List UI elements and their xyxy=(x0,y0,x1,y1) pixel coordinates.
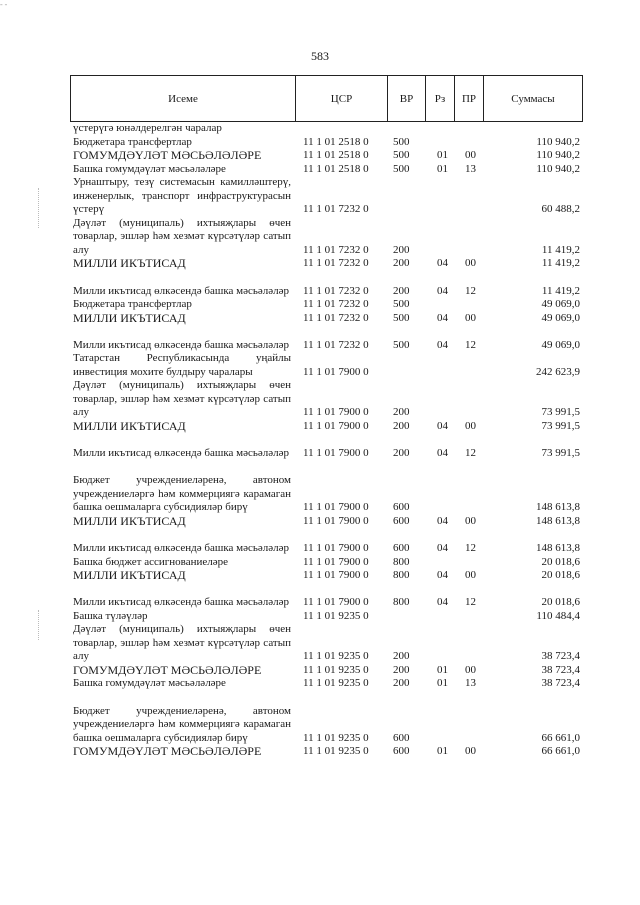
row-rz-code: 01 xyxy=(437,162,448,175)
row-rz-code xyxy=(425,610,454,624)
row-rz-code xyxy=(425,298,454,312)
column-header-pr: ПР xyxy=(455,76,484,122)
table-row xyxy=(70,745,582,759)
scan-margin-mark xyxy=(38,188,39,228)
row-csr-code: 11 1 01 2518 0 xyxy=(303,162,369,175)
row-pr-code xyxy=(454,556,483,570)
row-name: Бюджет учреждениеләренә, автоном учреждениеләргә һәм коммерциягә карамаган башка оешмаларга субсидияләр бирү xyxy=(73,704,291,744)
row-sum: 242 623,9 xyxy=(536,365,580,378)
row-csr-code: 11 1 01 7232 0 xyxy=(303,338,369,351)
row-csr-code: 11 1 01 7900 0 xyxy=(303,596,369,609)
row-pr-code: 00 xyxy=(465,569,476,582)
row-csr-code: 11 1 01 7232 0 xyxy=(303,203,369,216)
row-pr-code xyxy=(454,623,483,664)
row-rz-code xyxy=(425,136,454,150)
row-sum: 73 991,5 xyxy=(541,420,580,433)
table-row xyxy=(70,610,582,624)
budget-table xyxy=(70,122,582,759)
row-rz-code xyxy=(425,379,454,420)
table-row xyxy=(70,556,582,570)
row-sum: 73 991,5 xyxy=(541,406,580,419)
row-pr-code xyxy=(454,691,483,745)
row-sum: 110 940,2 xyxy=(536,135,580,148)
row-vr-code: 200 xyxy=(393,650,410,663)
row-sum: 11 419,2 xyxy=(541,243,580,256)
row-sum: 73 991,5 xyxy=(541,447,580,460)
budget-table-body xyxy=(70,122,582,759)
row-csr-code: 11 1 01 9235 0 xyxy=(303,609,369,622)
row-sum: 11 419,2 xyxy=(541,284,580,297)
row-name: ГОМУМДӘҮЛӘТ МӘСЬӘЛӘЛӘРЕ xyxy=(73,148,262,163)
row-csr-code: 11 1 01 9235 0 xyxy=(303,650,369,663)
row-pr-code: 12 xyxy=(465,338,476,351)
row-csr-code: 11 1 01 7900 0 xyxy=(303,365,369,378)
row-vr-code: 200 xyxy=(393,420,410,433)
row-vr-code: 500 xyxy=(393,298,410,311)
row-vr-code: 500 xyxy=(393,338,410,351)
row-sum: 148 613,8 xyxy=(536,501,580,514)
row-rz-code xyxy=(425,176,454,217)
row-rz-code: 04 xyxy=(437,596,448,609)
page-number: 583 xyxy=(311,49,329,63)
table-row xyxy=(70,352,582,379)
row-name: Башка түләүләр xyxy=(73,609,148,622)
row-rz-code: 04 xyxy=(437,420,448,433)
row-vr-code: 500 xyxy=(393,135,410,148)
row-name: МИЛЛИ ИКЪТИСАД xyxy=(73,419,186,434)
row-vr-code: 500 xyxy=(393,162,410,175)
row-rz-code: 01 xyxy=(437,677,448,690)
row-vr-code xyxy=(387,122,425,136)
table-row xyxy=(70,163,582,177)
row-name: Башка гомумдәүләт мәсьәләләре xyxy=(73,162,226,175)
row-pr-code: 13 xyxy=(465,162,476,175)
row-sum xyxy=(483,122,582,136)
row-rz-code xyxy=(425,217,454,258)
row-rz-code xyxy=(425,556,454,570)
table-row xyxy=(70,257,582,271)
row-vr-code xyxy=(387,176,425,217)
row-rz-code xyxy=(425,623,454,664)
row-name: Башка гомумдәүләт мәсьәләләре xyxy=(73,677,226,690)
row-vr-code: 600 xyxy=(393,731,410,744)
row-name: Милли икътисад өлкәсендә башка мәсьәләләр xyxy=(73,541,289,554)
row-sum: 49 069,0 xyxy=(541,298,580,311)
row-vr-code: 200 xyxy=(393,663,410,676)
row-name: МИЛЛИ ИКЪТИСАД xyxy=(73,256,186,271)
row-csr-code: 11 1 01 7900 0 xyxy=(303,555,369,568)
row-csr-code: 11 1 01 9235 0 xyxy=(303,663,369,676)
row-csr-code: 11 1 01 7232 0 xyxy=(303,284,369,297)
row-name: МИЛЛИ ИКЪТИСАД xyxy=(73,513,186,528)
row-rz-code xyxy=(425,352,454,379)
row-rz-code: 04 xyxy=(437,257,448,270)
row-vr-code: 600 xyxy=(393,501,410,514)
row-vr-code xyxy=(387,352,425,379)
table-row xyxy=(70,434,582,461)
row-sum: 49 069,0 xyxy=(541,338,580,351)
row-vr-code: 500 xyxy=(393,149,410,162)
row-rz-code xyxy=(425,691,454,745)
row-pr-code: 12 xyxy=(465,284,476,297)
row-csr-code: 11 1 01 9235 0 xyxy=(303,731,369,744)
row-name: Башка бюджет ассигнованиеләре xyxy=(73,555,228,568)
row-name: Дәүләт (муниципаль) ихтыяҗлары өчен товарлар, эшләр һәм хезмәт күрсәтүләр сатып алу xyxy=(73,216,291,256)
row-rz-code xyxy=(425,461,454,515)
row-pr-code: 00 xyxy=(465,257,476,270)
row-pr-code: 12 xyxy=(465,596,476,609)
row-csr-code: 11 1 01 7900 0 xyxy=(303,447,369,460)
row-name: ГОМУМДӘҮЛӘТ МӘСЬӘЛӘЛӘРЕ xyxy=(73,744,262,759)
column-header-rz: Рз xyxy=(426,76,455,122)
row-name: Бюджетара трансфертлар xyxy=(73,298,192,311)
table-row xyxy=(70,677,582,691)
row-sum: 38 723,4 xyxy=(541,663,580,676)
row-csr-code: 11 1 01 7900 0 xyxy=(303,420,369,433)
row-sum: 20 018,6 xyxy=(541,555,580,568)
row-sum: 11 419,2 xyxy=(541,257,580,270)
row-pr-code: 00 xyxy=(465,663,476,676)
row-vr-code: 200 xyxy=(393,257,410,270)
row-pr-code: 12 xyxy=(465,447,476,460)
row-pr-code: 12 xyxy=(465,541,476,554)
row-vr-code: 200 xyxy=(393,243,410,256)
table-row xyxy=(70,149,582,163)
row-sum: 60 488,2 xyxy=(541,203,580,216)
row-rz-code: 04 xyxy=(437,338,448,351)
column-header-name: Исеме xyxy=(71,76,296,122)
table-row xyxy=(70,528,582,555)
row-pr-code xyxy=(454,136,483,150)
row-name: Урнаштыру, тезү системасын камилләштерү, инженерлык, транспорт инфраструктурасын үстерү xyxy=(73,176,291,216)
row-pr-code: 00 xyxy=(465,311,476,324)
row-vr-code: 200 xyxy=(393,406,410,419)
row-sum: 38 723,4 xyxy=(541,650,580,663)
row-sum: 66 661,0 xyxy=(541,745,580,758)
row-sum: 66 661,0 xyxy=(541,731,580,744)
row-csr-code: 11 1 01 7232 0 xyxy=(303,298,369,311)
table-row xyxy=(70,217,582,258)
table-row xyxy=(70,176,582,217)
table-row xyxy=(70,122,582,136)
table-row xyxy=(70,623,582,664)
row-vr-code: 200 xyxy=(393,677,410,690)
row-sum: 110 940,2 xyxy=(536,149,580,162)
row-csr-code: 11 1 01 9235 0 xyxy=(303,745,369,758)
table-row xyxy=(70,271,582,298)
row-rz-code: 01 xyxy=(437,745,448,758)
row-csr-code: 11 1 01 7900 0 xyxy=(303,569,369,582)
row-rz-code: 01 xyxy=(437,663,448,676)
row-pr-code xyxy=(454,217,483,258)
table-row xyxy=(70,325,582,352)
row-name: Дәүләт (муниципаль) ихтыяҗлары өчен товарлар, эшләр һәм хезмәт күрсәтүләр сатып алу xyxy=(73,623,291,663)
table-row xyxy=(70,461,582,515)
row-csr-code: 11 1 01 7900 0 xyxy=(303,541,369,554)
row-name: Милли икътисад өлкәсендә башка мәсьәләләр xyxy=(73,447,289,460)
row-pr-code: 00 xyxy=(465,514,476,527)
row-rz-code: 04 xyxy=(437,514,448,527)
table-row xyxy=(70,515,582,529)
table-row xyxy=(70,583,582,610)
row-name: Милли икътисад өлкәсендә башка мәсьәләләр xyxy=(73,284,289,297)
row-csr-code: 11 1 01 7232 0 xyxy=(303,257,369,270)
table-header xyxy=(70,75,583,122)
row-name: МИЛЛИ ИКЪТИСАД xyxy=(73,310,186,325)
row-pr-code xyxy=(454,352,483,379)
row-sum: 20 018,6 xyxy=(541,596,580,609)
row-csr-code: 11 1 01 7900 0 xyxy=(303,501,369,514)
table-row xyxy=(70,298,582,312)
row-rz-code: 04 xyxy=(437,541,448,554)
row-name: МИЛЛИ ИКЪТИСАД xyxy=(73,568,186,583)
row-sum: 49 069,0 xyxy=(541,311,580,324)
row-rz-code: 04 xyxy=(437,311,448,324)
row-vr-code: 600 xyxy=(393,541,410,554)
row-pr-code xyxy=(454,379,483,420)
table-row xyxy=(70,379,582,420)
row-sum: 148 613,8 xyxy=(536,541,580,554)
row-vr-code: 200 xyxy=(393,284,410,297)
row-csr-code xyxy=(295,122,387,136)
row-csr-code: 11 1 01 7232 0 xyxy=(303,243,369,256)
row-rz-code: 04 xyxy=(437,447,448,460)
row-csr-code: 11 1 01 7900 0 xyxy=(303,406,369,419)
row-pr-code: 00 xyxy=(465,745,476,758)
row-rz-code: 04 xyxy=(437,284,448,297)
table-row xyxy=(70,312,582,326)
row-csr-code: 11 1 01 2518 0 xyxy=(303,149,369,162)
row-rz-code xyxy=(425,122,454,136)
row-rz-code: 04 xyxy=(437,569,448,582)
row-vr-code: 600 xyxy=(393,745,410,758)
table-row xyxy=(70,691,582,745)
row-sum: 148 613,8 xyxy=(536,514,580,527)
row-sum: 20 018,6 xyxy=(541,569,580,582)
row-name: Татарстан Республикасында уңайлы инвестиция мохите булдыру чаралары xyxy=(73,352,291,378)
row-csr-code: 11 1 01 9235 0 xyxy=(303,677,369,690)
row-sum: 110 940,2 xyxy=(536,162,580,175)
row-name: ГОМУМДӘҮЛӘТ МӘСЬӘЛӘЛӘРЕ xyxy=(73,662,262,677)
row-csr-code: 11 1 01 7232 0 xyxy=(303,311,369,324)
row-pr-code xyxy=(454,176,483,217)
row-vr-code: 500 xyxy=(393,311,410,324)
row-vr-code: 800 xyxy=(393,569,410,582)
row-rz-code: 01 xyxy=(437,149,448,162)
row-name: Милли икътисад өлкәсендә башка мәсьәләләр xyxy=(73,596,289,609)
row-pr-code: 00 xyxy=(465,149,476,162)
row-name: Милли икътисад өлкәсендә башка мәсьәләләр xyxy=(73,338,289,351)
row-csr-code: 11 1 01 2518 0 xyxy=(303,135,369,148)
row-pr-code: 13 xyxy=(465,677,476,690)
row-sum: 38 723,4 xyxy=(541,677,580,690)
row-name: үстерүгә юнәлдерелгән чаралар xyxy=(73,122,222,134)
row-name: Бюджет учреждениеләренә, автоном учреждениеләргә һәм коммерциягә карамаган башка оешмаларга субсидияләр бирү xyxy=(73,474,291,514)
table-row xyxy=(70,664,582,678)
row-pr-code xyxy=(454,298,483,312)
row-name: Бюджетара трансфертлар xyxy=(73,135,192,148)
row-vr-code: 600 xyxy=(393,514,410,527)
row-pr-code xyxy=(454,122,483,136)
row-csr-code: 11 1 01 7900 0 xyxy=(303,514,369,527)
row-name: Дәүләт (муниципаль) ихтыяҗлары өчен товарлар, эшләр һәм хезмәт күрсәтүләр сатып алу xyxy=(73,379,291,419)
row-pr-code xyxy=(454,461,483,515)
row-sum: 110 484,4 xyxy=(536,609,580,622)
row-vr-code xyxy=(387,610,425,624)
column-header-sum: Суммасы xyxy=(484,76,583,122)
row-vr-code: 800 xyxy=(393,596,410,609)
column-header-vr: ВР xyxy=(388,76,426,122)
table-row xyxy=(70,136,582,150)
table-row xyxy=(70,569,582,583)
scan-corner-mark: ‐ ‐ xyxy=(0,0,8,9)
table-row xyxy=(70,420,582,434)
column-header-csr: ЦСР xyxy=(296,76,388,122)
row-vr-code: 800 xyxy=(393,555,410,568)
row-vr-code: 200 xyxy=(393,447,410,460)
row-pr-code xyxy=(454,610,483,624)
scan-margin-mark xyxy=(38,610,39,640)
row-pr-code: 00 xyxy=(465,420,476,433)
